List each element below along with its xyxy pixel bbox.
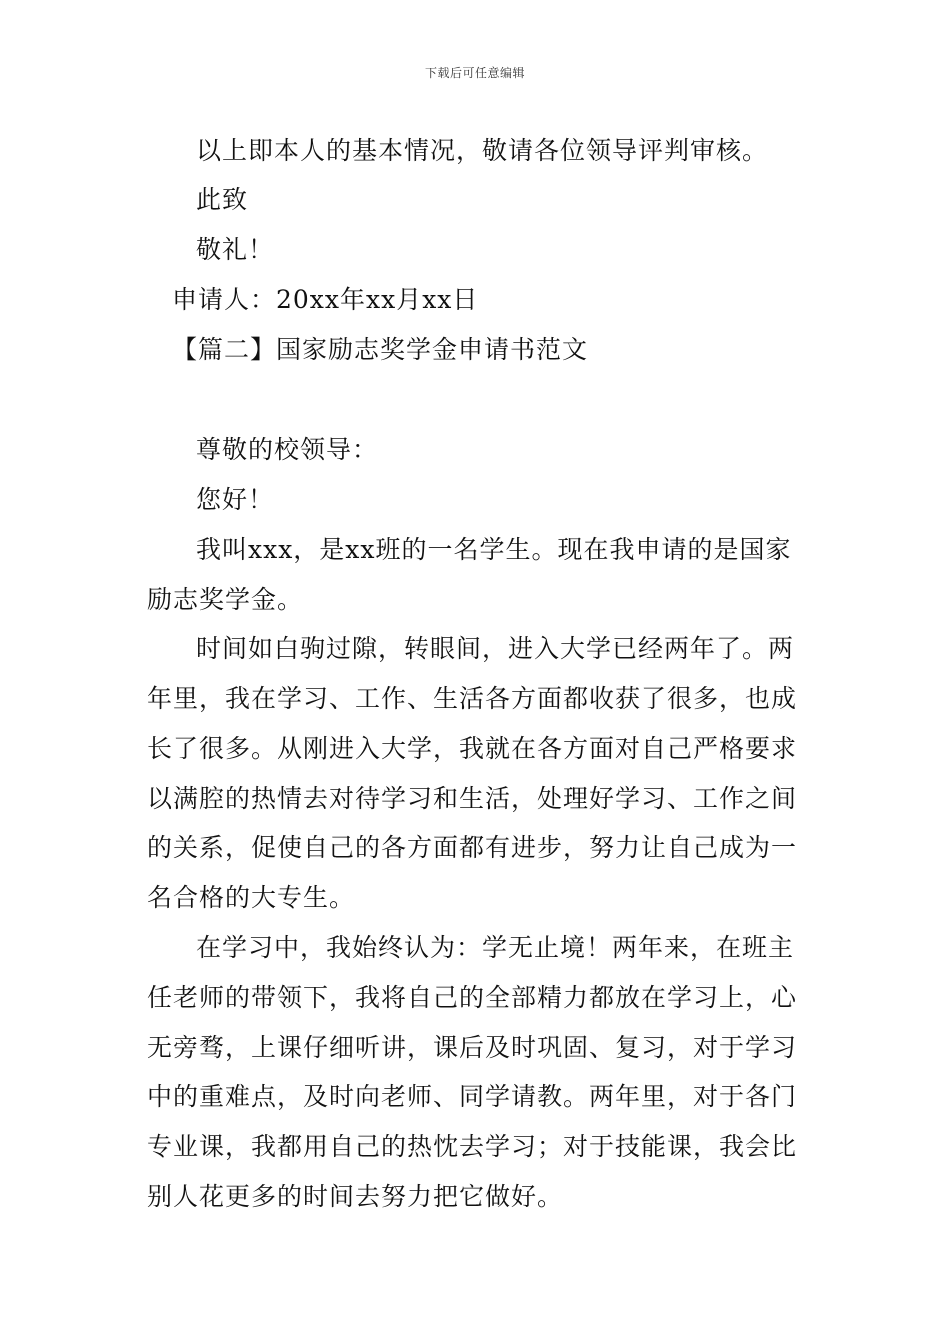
paragraph-line: 时间如白驹过隙，转眼间，进入大学已经两年了。两 [196,634,795,663]
paragraph-line: 任老师的带领下，我将自己的全部精力都放在学习上，心 [147,983,798,1012]
salutation-ci-zhi: 此致 [196,185,249,214]
applicant-date-line: 申请人：20xx年xx月xx日 [172,285,479,314]
paragraph-line: 励志奖学金。 [147,585,304,614]
closing-summary: 以上即本人的基本情况，敬请各位领导评判审核。 [196,136,769,165]
paragraph-line: 以满腔的热情去对待学习和生活，处理好学习、工作之间 [147,784,798,813]
section-title: 【篇二】国家励志奖学金申请书范文 [172,335,589,364]
paragraph-line: 年里，我在学习、工作、生活各方面都收获了很多，也成 [147,684,798,713]
paragraph-line: 我叫xxx，是xx班的一名学生。现在我申请的是国家 [196,535,792,564]
paragraph-line: 的关系，促使自己的各方面都有进步，努力让自己成为一 [147,833,798,862]
paragraph-line: 长了很多。从刚进入大学，我就在各方面对自己严格要求 [147,734,798,763]
paragraph-line: 无旁骛，上课仔细听讲，课后及时巩固、复习，对于学习 [147,1033,798,1062]
paragraph-line: 中的重难点，及时向老师、同学请教。两年里，对于各门 [147,1082,798,1111]
paragraph-line: 在学习中，我始终认为：学无止境！两年来，在班主 [196,933,795,962]
paragraph-line: 专业课，我都用自己的热忱去学习；对于技能课，我会比 [147,1132,798,1161]
page-header: 下载后可任意编辑 [424,66,525,80]
salutation-jing-li: 敬礼！ [196,235,275,264]
greeting-hello: 您好！ [196,485,275,514]
paragraph-line: 别人花更多的时间去努力把它做好。 [147,1182,564,1211]
paragraph-line: 名合格的大专生。 [147,883,356,912]
greeting-recipient: 尊敬的校领导： [196,435,379,464]
